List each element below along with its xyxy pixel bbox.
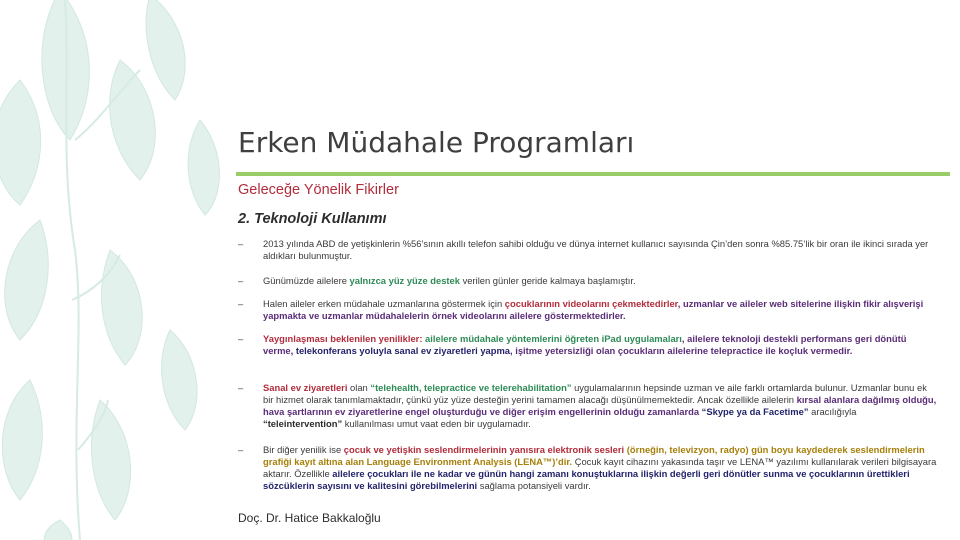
text-segment: kırsal alanlara dağılmış olduğu, hava şartlarının ev ziyaretlerine engel oluşturduğu ve diğer erişim engellerinin olduğu zamanlarda	[263, 394, 937, 417]
text-segment: Günümüzde ailelere	[263, 275, 350, 286]
text-segment: yalnızca yüz yüze destek	[349, 275, 460, 286]
text-segment: , işitme yetersizliği olan çocukların ailelerine telepractice ile koçluk vermedir.	[510, 345, 853, 356]
slide-subtitle: Geleceğe Yönelik Fikirler	[238, 182, 399, 198]
bullet-marker: –	[238, 444, 244, 455]
bullet-text	[263, 382, 938, 430]
text-segment: Bir diğer yenilik ise	[263, 444, 344, 455]
bullet-marker: –	[238, 238, 244, 249]
bullet-text	[263, 275, 938, 287]
text-segment: aracılığıyla	[808, 406, 857, 417]
text-segment: 2013 yılında ABD de yetişkinlerin %56’sının akıllı telefon sahibi olduğu ve dünya internet kullanıcı sayısında Çin’den sonra %85.75’lik bir oran ile ikinci sırada yer aldıkları bulunmuştur.	[263, 238, 929, 261]
text-segment: “telehealth, telepractice ve telerehabilitation”	[370, 382, 572, 393]
bullet-text	[263, 298, 938, 322]
text-segment: ailelere müdahale yöntemlerini öğreten iPad uygulamaları	[422, 333, 682, 344]
text-segment: Çocuk kayıt cihazını yakasında taşır ve LENA™ yazılımı kullanılarak verileri bilgisayara aktarır. Özellikle	[263, 456, 937, 479]
text-segment: olan	[347, 382, 371, 393]
text-segment: , uzmanlar ve aileler web sitelerine ilişkin fikir alışverişi yapmakta ve uzmanlar müdahalelerin örnek videolarını ailelere göstermektedirler.	[263, 298, 924, 321]
text-segment: kullanılması umut vaat eden bir uygulamadır.	[342, 418, 531, 429]
text-segment: Yaygınlaşması beklenilen yenilikler:	[263, 333, 423, 344]
text-segment: çocuk ve yetişkin seslendirmelerinin yanısıra elektronik sesleri	[343, 444, 625, 455]
bullet-marker: –	[238, 275, 244, 286]
bullet-marker: –	[238, 333, 244, 344]
text-segment: (örneğin, televizyon, radyo) gün boyu kaydederek seslendirmelerin grafiği kayıt altına alan Language Environment Analysis (LENA™)’dir.	[263, 444, 925, 467]
text-segment: “Skype ya da Facetime”	[699, 406, 809, 417]
author-footer: Doç. Dr. Hatice Bakkaloğlu	[238, 511, 381, 525]
text-segment: sağlama potansiyeli vardır.	[477, 480, 591, 491]
text-segment: ailelere çocukları ile ne kadar ve günün hangi zamanı konuştuklarına ilişkin değerli geri dönütler sunma ve çocuklarının ürettikleri sözcüklerin sayısını ve kalitesini görebilmelerini	[263, 468, 910, 491]
text-segment: çocuklarının videolarını çekmektedirler	[504, 298, 678, 309]
title-underline	[236, 172, 950, 176]
bullet-text	[263, 238, 938, 262]
bullet-marker: –	[238, 298, 244, 309]
text-segment: “teleintervention”	[263, 418, 343, 429]
bullet-text	[263, 333, 938, 357]
slide-title: Erken Müdahale Programları	[238, 126, 635, 159]
text-segment: verilen günler geride kalmaya başlamıştır.	[459, 275, 636, 286]
text-segment: Sanal ev ziyaretleri	[263, 382, 348, 393]
section-heading: 2. Teknoloji Kullanımı	[238, 211, 387, 227]
bullet-marker: –	[238, 382, 244, 393]
text-segment: , telekonferans yoluyla sanal ev ziyaretleri yapma	[290, 345, 511, 356]
text-segment: Halen aileler erken müdahale uzmanlarına göstermek için	[263, 298, 505, 309]
text-segment: , ailelere teknoloji destekli performans geri dönütü verme	[263, 333, 907, 356]
text-segment: uygulamalarının hepsinde uzman ve aile farklı ortamlarda bulunur. Uzmanlar bunu ek bir hizmet olarak tanımlamaktadır, çünkü yüz yüze desteğin yerini tamamen alacağı düşünülmemektedir. Ancak özellikle ailelerin	[263, 382, 927, 405]
bullet-text	[263, 444, 938, 492]
